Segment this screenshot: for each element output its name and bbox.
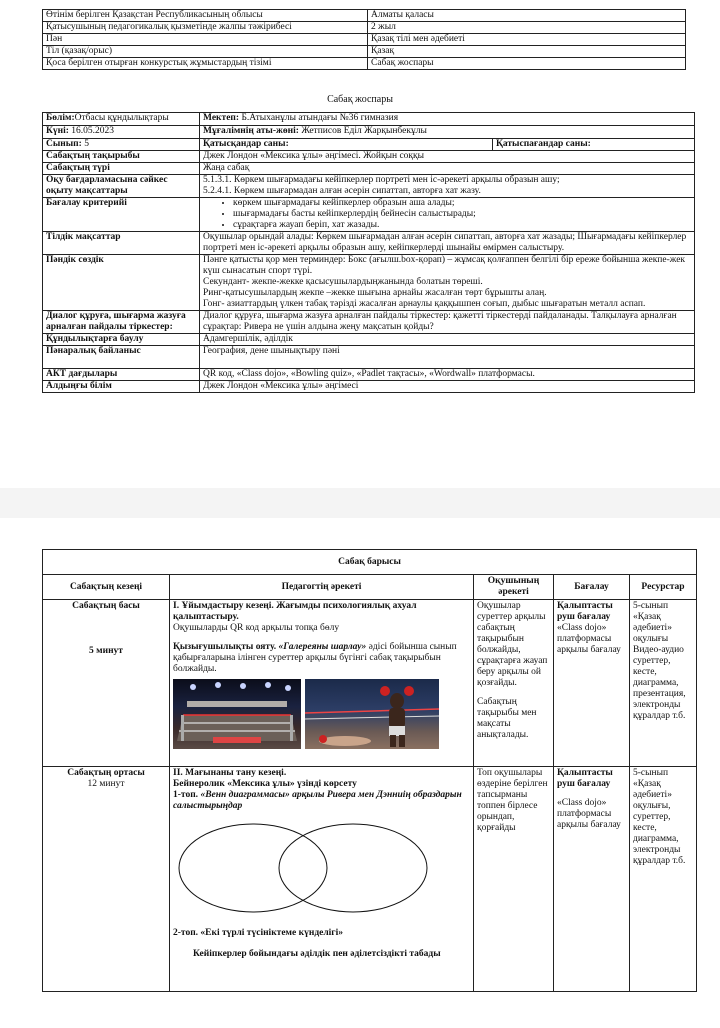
- school-cell: [200, 113, 695, 126]
- lesson-plan-table: [42, 112, 695, 393]
- dialog-label: Диалог құруға, шығарма жазуға арналған пайдалы тіркестер:: [43, 311, 200, 334]
- section-label: Бөлім:: [46, 113, 75, 123]
- values-value: Адамгершілік, әділдік: [200, 334, 695, 346]
- info-row: [43, 10, 686, 22]
- stage-heading: ІІ. Мағынаны тану кезеңі.: [173, 768, 287, 778]
- cross-label: Пәнаралық байланыс: [43, 346, 200, 369]
- lang-label: Тілдік мақсаттар: [43, 232, 200, 255]
- info-value: 2 жыл: [368, 22, 686, 34]
- stage-name: Сабақтың басы: [72, 601, 140, 611]
- teacher-value: Жетписов Еділ Жарқынбекұлы: [298, 126, 427, 136]
- venn-circle-left: [179, 824, 327, 912]
- info-row: [43, 22, 686, 34]
- info-value: Қазақ: [368, 46, 686, 58]
- student-action-cell: [474, 600, 554, 767]
- cross-value: География, дене шынықтыру пәні: [200, 346, 695, 369]
- info-label: Қоса берілген отырған конкурстық жұмыстардың тізімі: [43, 58, 368, 70]
- info-row: [43, 58, 686, 70]
- vocab-label: Пәндік сөздік: [43, 255, 200, 311]
- resources-cell: 5-сынып «Қазақ әдебиеті» оқулығы Видео-аудио суреттер, кесте, диаграмма, презентация, электронды құралдар т.б.: [630, 600, 697, 767]
- values-label: Құндылықтарға баулу: [43, 334, 200, 346]
- student-action-cell: Топ оқушылары өздеріне берілген тапсырманы топпен бірлесе орындап, қорғайды: [474, 767, 554, 992]
- info-value: Алматы қаласы: [368, 10, 686, 22]
- interest-method: «Галереяны шарлау»: [276, 642, 367, 652]
- header-resources: Ресурстар: [630, 575, 697, 600]
- grade-value: 5: [81, 139, 89, 149]
- objectives-cell: [200, 175, 695, 198]
- student-text: Оқушылар суреттер арқылы сабақтың тақырыбын болжайды, сұрақтарға жауап беру арқылы ой қозғайды.: [477, 601, 548, 688]
- venn-circle-right: [279, 824, 427, 912]
- group1-text: «Венн диаграммасы» арқылы Ривера мен Дэнниің образдарын салыстырыңдар: [173, 790, 462, 811]
- group2-task: 2-топ. «Екі түрлі түсініктеме күнделігі»: [173, 928, 344, 938]
- vocab-item: Пәнге қатысты қор мен терминдер: Бокс (ағылш.box-қорап) – жұмсақ қолғаппен белгілі бір ереже бойынша жекпе-жек күш сынасатын спорт түрі.: [203, 255, 686, 276]
- assessment-cell: [554, 767, 630, 992]
- assessment-cell: [554, 600, 630, 767]
- criteria-item: • шығармадағы басты кейіпкерлердің бейнесін салыстырады;: [233, 209, 691, 220]
- type-value: Жаңа сабақ: [200, 163, 695, 175]
- info-row: [43, 34, 686, 46]
- vocab-item: Секундант- жекпе-жекке қасысушылардыңжанында болатын төреші.: [203, 277, 483, 287]
- teacher-line: Оқушыларды QR код арқылы топқа бөлу: [173, 623, 340, 633]
- info-row: [43, 46, 686, 58]
- stage-heading: І. Ұйымдастыру кезеңі. Жағымды психологиялық ахуал қалыптастыру.: [173, 601, 417, 622]
- section-value: Отбасы құндылықтары: [74, 113, 169, 123]
- header-student: Оқушының әрекеті: [474, 575, 554, 600]
- resources-cell: 5-сынып «Қазақ әдебиеті» оқулығы, суреттер, кесте, диаграмма, электронды құралдар т.б.: [630, 767, 697, 992]
- objective-item: 5.1.3.1. Көркем шығармадағы кейіпкерлер портреті мен іс-әрекеті арқылы образын ашу;: [203, 175, 560, 185]
- teacher-action-cell: [170, 600, 474, 767]
- assessment-text: «Class dojo» платформасы арқылы бағалау: [557, 798, 621, 830]
- absent-label: Қатыспағандар саны:: [493, 139, 695, 151]
- topic-value: Джек Лондон «Мексика ұлы» әңгімесі. Жойқын соққы: [200, 151, 695, 163]
- criteria-item: • сұрақтарға жауап беріп, хат жазады.: [233, 220, 691, 231]
- boxing-fight-image: [305, 679, 439, 749]
- vocab-cell: [200, 255, 695, 311]
- info-label: Тіл (қазақ/орыс): [43, 46, 368, 58]
- header-teacher: Педагогтің әрекеті: [170, 575, 474, 600]
- boxing-arena-image: [173, 679, 301, 749]
- date-value: 16.05.2023: [68, 126, 115, 136]
- venn-diagram: [173, 820, 443, 916]
- stage-time: 5 минут: [89, 646, 123, 656]
- date-cell: [43, 126, 200, 139]
- teacher-cell: [200, 126, 695, 139]
- info-value: Қазақ тілі мен әдебиеті: [368, 34, 686, 46]
- stage-cell: [43, 767, 170, 992]
- info-label: Пән: [43, 34, 368, 46]
- boxing-arena-drawing: [173, 679, 301, 749]
- criteria-list: [203, 198, 691, 231]
- school-label: Мектеп:: [203, 113, 240, 123]
- header-assessment: Бағалау: [554, 575, 630, 600]
- section-cell: [43, 113, 200, 126]
- assessment-type: Қалыптасты руш бағалау: [557, 601, 613, 622]
- teacher-label: Мұғалімнің аты-жөні:: [203, 126, 299, 136]
- interest-rest: әдісі бойынша сынып қабырғаларына ілінген суреттер арқылы бүгінгі сабақ тақырыбын болжайды.: [173, 642, 457, 674]
- ict-value: QR код, «Class dojo», «Bowling quiz», «Padlet тақтасы», «Wordwall» платформасы.: [200, 369, 695, 381]
- stage-row-middle: [43, 767, 697, 992]
- process-title: Сабақ барысы: [43, 550, 697, 575]
- info-table: [42, 9, 686, 70]
- interest-text: [173, 642, 470, 675]
- present-label: Қатысқандар саны:: [200, 139, 493, 151]
- vocab-item: Ринг-қатысушылардың жекпе –жекке шығына арнайы жасалған төрт бұрышты алаң.: [203, 288, 547, 298]
- prior-label: Алдыңғы білім: [43, 381, 200, 393]
- stage-time: 12 минут: [87, 779, 125, 789]
- stage-cell: [43, 600, 170, 767]
- group1-task: [173, 790, 470, 812]
- plan-title: Сабақ жоспары: [327, 94, 393, 105]
- criteria-label: Бағалау критерийі: [43, 198, 200, 232]
- page-2: [0, 518, 720, 1028]
- teacher-action-cell: [170, 767, 474, 992]
- stage-row-start: [43, 600, 697, 767]
- criteria-item: • көркем шығармадағы кейіпкерлер образын аша алады;: [233, 198, 691, 209]
- ict-label: АКТ дағдылары: [43, 369, 200, 381]
- assessment-type: Қалыптасты руш бағалау: [557, 768, 613, 789]
- stage-name: Сабақтың ортасы: [67, 768, 145, 778]
- vocab-item: Гонг- азиаттардың үлкен табақ тәрізді жасалған арнаулы қаққышпен соғып, дыбыс шығаратын металл аспап.: [203, 299, 646, 309]
- stage-subheading: Бейнеролик «Мексика ұлы» үзінді көрсету: [173, 779, 357, 789]
- info-label: Өтінім берілген Қазақстан Республикасының облысы: [43, 10, 368, 22]
- grade-cell: [43, 139, 200, 151]
- objective-item: 5.2.4.1. Көркем шығармадан алған әсерін сипаттап, авторға хат жазу.: [203, 186, 481, 196]
- type-label: Сабақтың түрі: [43, 163, 200, 175]
- criteria-cell: [200, 198, 695, 232]
- grade-label: Сынып:: [46, 139, 82, 149]
- objectives-label: Оқу бағдарламасына сәйкес оқыту мақсаттары: [43, 175, 200, 198]
- group2-description: Кейіпкерлер бойындағы әділдік пен әділетсіздікті табады: [193, 949, 441, 959]
- lesson-process-table: [42, 549, 697, 992]
- topic-label: Сабақтың тақырыбы: [43, 151, 200, 163]
- page-gap: [0, 488, 720, 518]
- school-value: Б.Атыханұлы атындағы №36 гимназия: [239, 113, 399, 123]
- info-label: Қатысушының педагогикалық қызметінде жалпы тәжірибесі: [43, 22, 368, 34]
- dialog-value: Диалог құруға, шығарма жазуға арналған пайдалы тіркестер: қажетті тіркестерді пайдаланады. Талқылауға арналған сұрақтар: Ривера не үшін алдына жеңу мақсатын қойды?: [200, 311, 695, 334]
- interest-bold: Қызығушылықты ояту.: [173, 642, 277, 652]
- header-stage: Сабақтың кезеңі: [43, 575, 170, 600]
- lang-value: Оқушылар орындай алады: Көркем шығармадан алған әсерін сипаттап, авторға хат жазады; Шығармадағы кейіпкерлер портреті мен іс-әрекеті арқылы образын ашу, кейіпкерлерді шынайы өмірмен салыстыру.: [200, 232, 695, 255]
- boxing-fight-drawing: [305, 679, 439, 749]
- page-1: [0, 0, 720, 488]
- group1-label: 1-топ.: [173, 790, 199, 800]
- assessment-text: «Class dojo» платформасы арқылы бағалау: [557, 623, 621, 655]
- info-value: Сабақ жоспары: [368, 58, 686, 70]
- prior-value: Джек Лондон «Мексика ұлы» әңгімесі: [200, 381, 695, 393]
- student-text: Сабақтың тақырыбы мен мақсаты анықталады.: [477, 697, 537, 740]
- date-label: Күні:: [46, 126, 69, 136]
- boxing-photos: [173, 679, 470, 749]
